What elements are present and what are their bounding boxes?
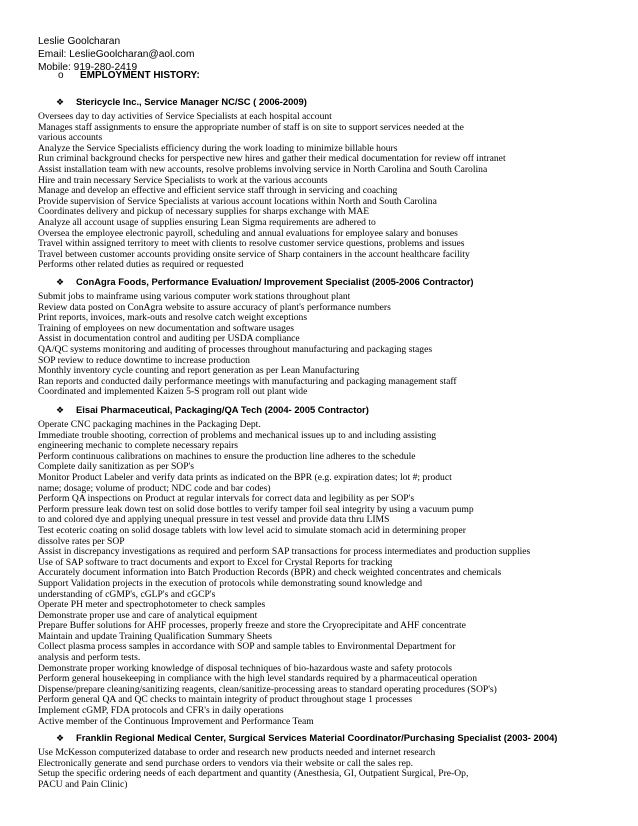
duty-line: Setup the specific ordering needs of each department and quantity (Anesthesia, GI, Outpatient Surgical, Pre-Op, [38, 768, 469, 780]
duty-line: Test ecoteric coating on solid dosage tablets with low level acid to simulate stomach acid in determining proper [38, 524, 466, 536]
job-title-row [38, 276, 628, 288]
job-title: Eisai Pharmaceutical, Packaging/QA Tech (2004- 2005 Contractor) [76, 404, 369, 415]
duty-line: Submit jobs to mainframe using various computer work stations throughout plant [38, 291, 351, 302]
job-title-row [38, 404, 628, 416]
diamond-bullet-icon: ❖ [56, 733, 65, 743]
job-title-row [38, 732, 628, 744]
duty-line: Implement cGMP, FDA protocols and CFR's in daily operations [38, 705, 284, 717]
job-title-row [38, 96, 628, 108]
duty-line: Perform general QA and QC checks to maintain integrity of product throughout stage 1 processes [38, 694, 413, 706]
job-title: ConAgra Foods, Performance Evaluation/ Improvement Specialist (2005-2006 Contractor) [76, 276, 474, 287]
duty-line: Electronically generate and send purchase orders to vendors via their website or call the sales rep. [38, 757, 414, 769]
duty-line: Prepare Buffer solutions for AHF processes, properly freeze and store the Cryoprecipitate and AHF concentrate [38, 620, 466, 632]
duty-line: Coordinated and implemented Kaizen 5-S program roll out plant wide [38, 386, 308, 398]
duty-line: analysis and perform tests. [38, 652, 141, 664]
duty-line: Performs other related duties as required or requested [38, 259, 244, 271]
duty-line: Provide supervision of Service Specialists at various account locations within North and South Carolina [38, 195, 437, 207]
diamond-bullet-icon: ❖ [56, 277, 65, 287]
duty-line: Operate CNC packaging machines in the Packaging Dept. [38, 419, 261, 430]
duty-line: to and colored dye and applying unequal pressure in test vessel and provide data thru LIMS [38, 514, 390, 526]
job-title: Stericycle Inc., Service Manager NC/SC ( 2006-2009) [76, 96, 307, 107]
job-entry [38, 404, 628, 727]
duty-line: Travel between customer accounts providing onsite service of Sharp containers in the account healthcare facility [38, 248, 470, 260]
duty-line: Support Validation projects in the execution of protocols while demonstrating sound knowledge and [38, 577, 423, 589]
section-title: EMPLOYMENT HISTORY: [80, 70, 200, 81]
duty-line: Perform continuous calibrations on machines to ensure the production line adheres to the schedule [38, 450, 416, 462]
job-duties [38, 420, 628, 727]
duty-line: Operate PH meter and spectrophotometer to check samples [38, 599, 266, 611]
duty-line: Monitor Product Labeler and verify data prints as indicated on the BPR (e.g. expiration dates; lot #; product [38, 471, 452, 483]
duty-line: Demonstrate proper working knowledge of disposal techniques of bio-hazardous waste and safety protocols [38, 662, 453, 674]
job-entry [38, 732, 628, 790]
diamond-bullet-icon: ❖ [56, 405, 65, 415]
job-title: Franklin Regional Medical Center, Surgical Services Material Coordinator/Purchasing Specialist (2003- 2004) [76, 732, 558, 743]
duty-line: Demonstrate proper use and care of analytical equipment [38, 609, 258, 621]
duty-line: Dispense/prepare cleaning/sanitizing reagents, clean/sanitize-processing areas to standard operating procedures (SOP's) [38, 683, 497, 695]
duty-line: Complete daily sanitization as per SOP's [38, 461, 195, 473]
duty-line: Analyze all account usage of supplies ensuring Lean Sigma requirements are adhered to [38, 216, 376, 228]
duty-line: Monthly inventory cycle counting and report generation as per Lean Manufacturing [38, 365, 360, 377]
job-entry [38, 96, 628, 271]
duty-line: engineering mechanic to complete necessary repairs [38, 440, 239, 452]
duty-line: various accounts [38, 132, 103, 144]
duty-line: Hire and train necessary Service Specialists to work at the various accounts [38, 174, 328, 186]
duty-line: Use of SAP software to tract documents and export to Excel for Crystal Reports for tracking [38, 556, 393, 568]
duty-line: Travel within assigned territory to meet with clients to resolve customer service questions, problems and issues [38, 238, 465, 250]
duty-line: Oversees day to day activities of Service Specialists at each hospital account [38, 111, 332, 122]
circle-bullet-icon: o [58, 70, 64, 81]
job-duties [38, 748, 628, 790]
duty-line: Perform QA inspections on Product at regular intervals for correct data and legibility as per SOP's [38, 493, 415, 505]
diamond-bullet-icon: ❖ [56, 97, 65, 107]
duty-line: Assist in discrepancy investigations as required and perform SAP transactions for process intermediates and production supplies [38, 546, 531, 558]
duty-line: Manage and develop an effective and efficient service staff through in servicing and coaching [38, 185, 398, 197]
duty-line: Training of employees on new documentation and software usages [38, 322, 294, 334]
duty-line: Perform pressure leak down test on solid dose bottles to verify tamper foil seal integrity by using a vacuum pump [38, 503, 474, 515]
employment-history-heading [58, 70, 200, 81]
duty-line: Manages staff assignments to ensure the appropriate number of staff is on site to support services needed at the [38, 121, 464, 133]
duty-line: Use McKesson computerized database to order and research new products needed and internet research [38, 747, 436, 758]
duty-line: dissolve rates per SOP [38, 535, 125, 547]
duty-line: understanding of cGMP's, cGLP's and cGCP's [38, 588, 216, 600]
duty-line: Active member of the Continuous Improvement and Performance Team [38, 715, 314, 727]
contact-mobile: Mobile: 919-280-2419 [38, 62, 138, 73]
duty-line: Accurately document information into Batch Production Records (BPR) and check weighted concentrates and chemicals [38, 567, 502, 579]
duty-line: Perform general housekeeping in compliance with the high level standards required by a pharmaceutical operation [38, 673, 478, 685]
duty-line: Oversea the employee electronic payroll, scheduling and annual evaluations for employee salary and bonuses [38, 227, 458, 239]
duty-line: Run criminal background checks for perspective new hires and gather their medical documentation for review off intranet [38, 153, 506, 165]
duty-line: QA/QC systems monitoring and auditing of processes throughout manufacturing and packaging stages [38, 343, 433, 355]
duty-line: Coordinates delivery and pickup of necessary supplies for sharps exchange with MAE [38, 206, 370, 218]
job-duties [38, 112, 628, 271]
duty-line: Review data posted on ConAgra website to assure accuracy of plant's performance numbers [38, 301, 391, 313]
job-duties [38, 292, 628, 398]
duty-line: Print reports, invoices, mark-outs and resolve catch weight exceptions [38, 312, 308, 324]
duty-line: Maintain and update Training Qualification Summary Sheets [38, 630, 272, 642]
contact-header [38, 35, 194, 74]
duty-line: name; dosage; volume of product; NDC code and bar codes) [38, 482, 271, 494]
job-entry [38, 276, 628, 398]
duty-line: Immediate trouble shooting, correction of problems and mechanical issues up to and including assisting [38, 429, 437, 441]
duty-line: SOP review to reduce downtime to increase production [38, 354, 250, 366]
duty-line: PACU and Pain Clinic) [38, 778, 128, 790]
contact-name: Leslie Goolcharan [38, 36, 121, 47]
duty-line: Assist in documentation control and auditing per USDA compliance [38, 333, 300, 345]
duty-line: Ran reports and conducted daily performance meetings with manufacturing and packaging management staff [38, 375, 457, 387]
duty-line: Assist installation team with new accounts, resolve problems involving service in North Carolina and South Carolina [38, 163, 488, 175]
contact-email: Email: LeslieGoolcharan@aol.com [38, 49, 195, 60]
duty-line: Analyze the Service Specialists efficiency during the work loading to minimize billable hours [38, 142, 398, 154]
duty-line: Collect plasma process samples in accordance with SOP and sample tables to Environmental Department for [38, 641, 456, 653]
